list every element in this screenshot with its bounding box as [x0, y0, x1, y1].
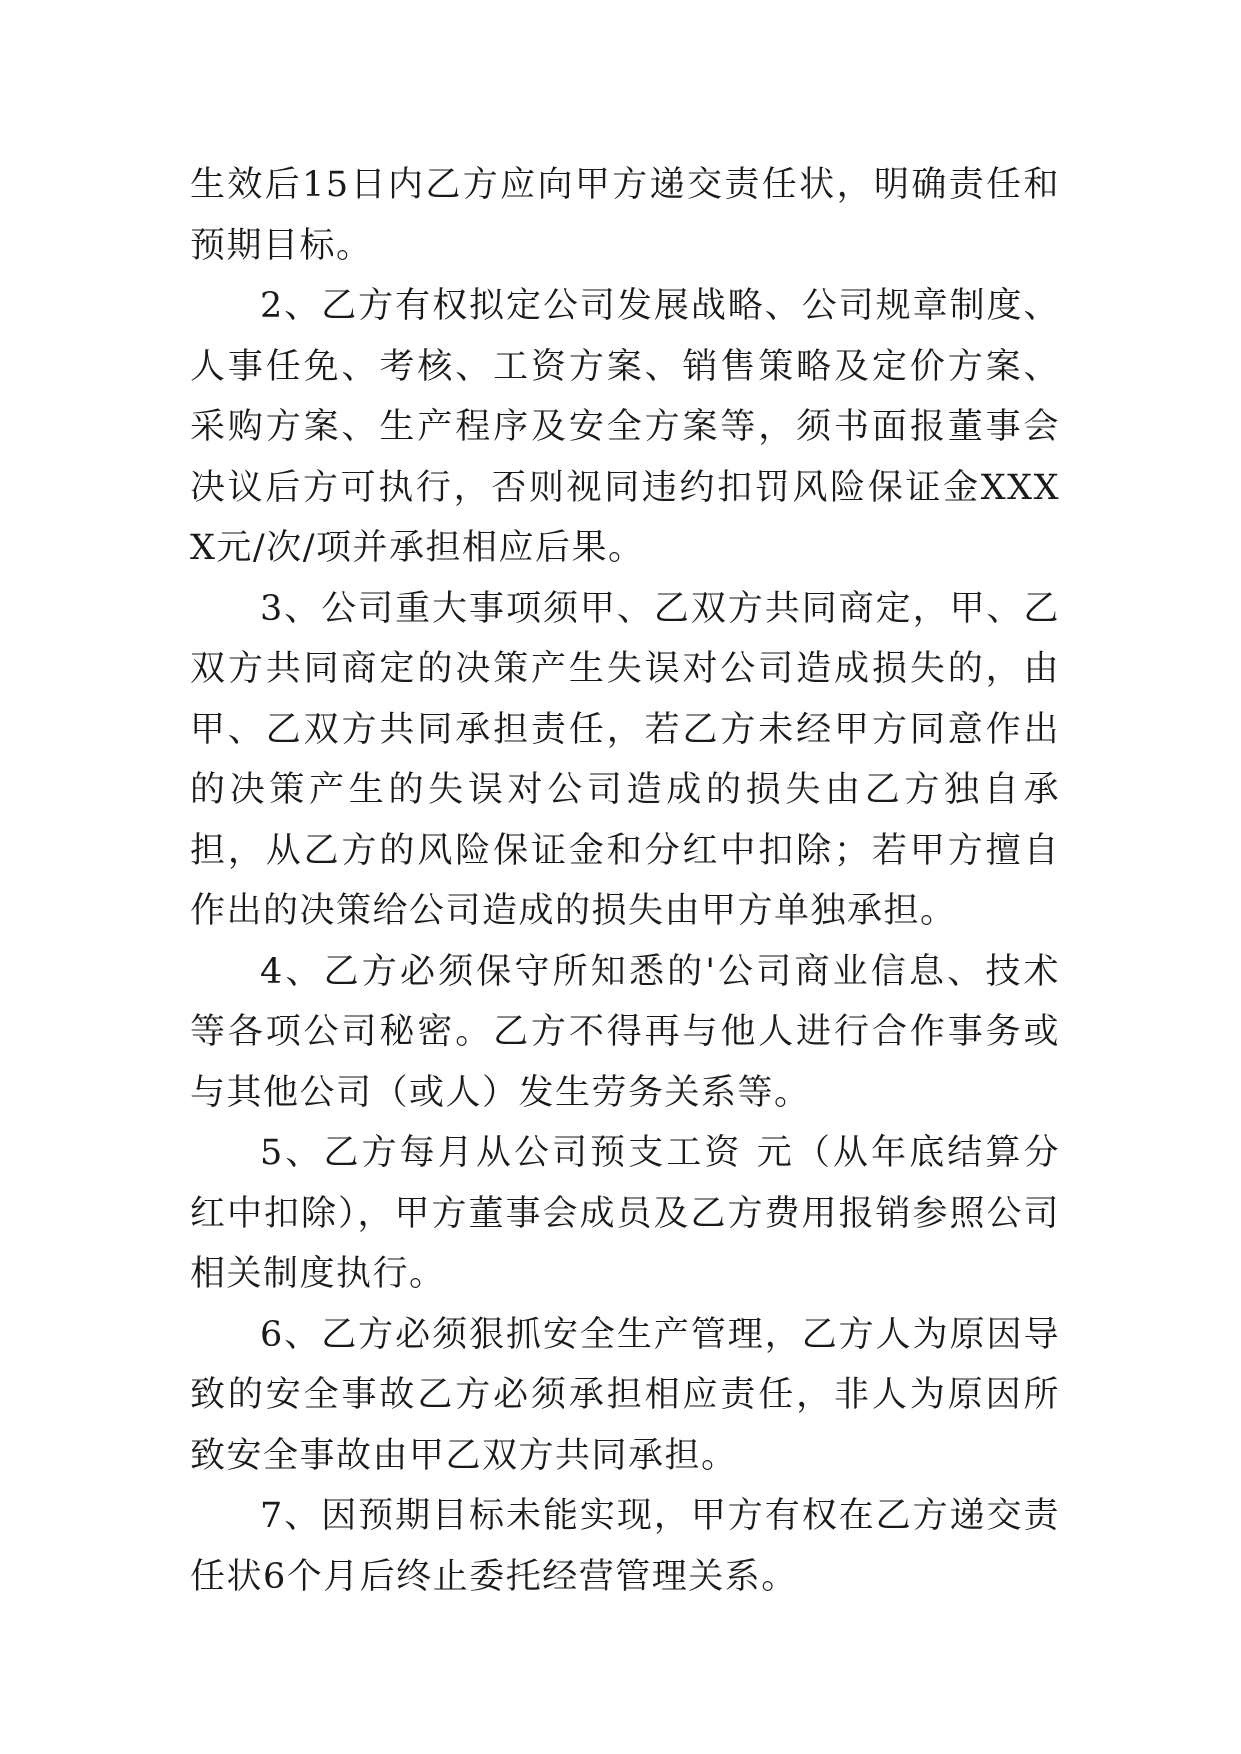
paragraph-clause-6: 6、乙方必须狠抓安全生产管理，乙方人为原因导致的安全事故乙方必须承担相应责任，非人为原因所致安全事故由甲乙双方共同承担。: [190, 1314, 1060, 1476]
paragraph-clause-4: 4、乙方必须保守所知悉的'公司商业信息、技术等各项公司秘密。乙方不得再与他人进行合作事务或与其他公司（或人）发生劳务关系等。: [190, 951, 1060, 1113]
paragraph-clause-7: 7、因预期目标未能实现，甲方有权在乙方递交责任状6个月后终止委托经营管理关系。: [190, 1496, 1060, 1597]
paragraph-continuation: 生效后15日内乙方应向甲方递交责任状，明确责任和预期目标。: [190, 165, 1060, 266]
paragraph-clause-2: 2、乙方有权拟定公司发展战略、公司规章制度、人事任免、考核、工资方案、销售策略及定价方案、采购方案、生产程序及安全方案等，须书面报董事会决议后方可执行，否则视同违约扣罚风险保证金XXXX元/次/项并承担相应后果。: [190, 286, 1060, 568]
contract-body: [190, 155, 1060, 1607]
paragraph-clause-3: 3、公司重大事项须甲、乙双方共同商定，甲、乙双方共同商定的决策产生失误对公司造成损失的，由甲、乙双方共同承担责任，若乙方未经甲方同意作出的决策产生的失误对公司造成的损失由乙方独自承担，从乙方的风险保证金和分红中扣除；若甲方擅自作出的决策给公司造成的损失由甲方单独承担。: [190, 588, 1060, 931]
paragraph-clause-5: 5、乙方每月从公司预支工资 元（从年底结算分红中扣除），甲方董事会成员及乙方费用报销参照公司相关制度执行。: [190, 1133, 1060, 1294]
